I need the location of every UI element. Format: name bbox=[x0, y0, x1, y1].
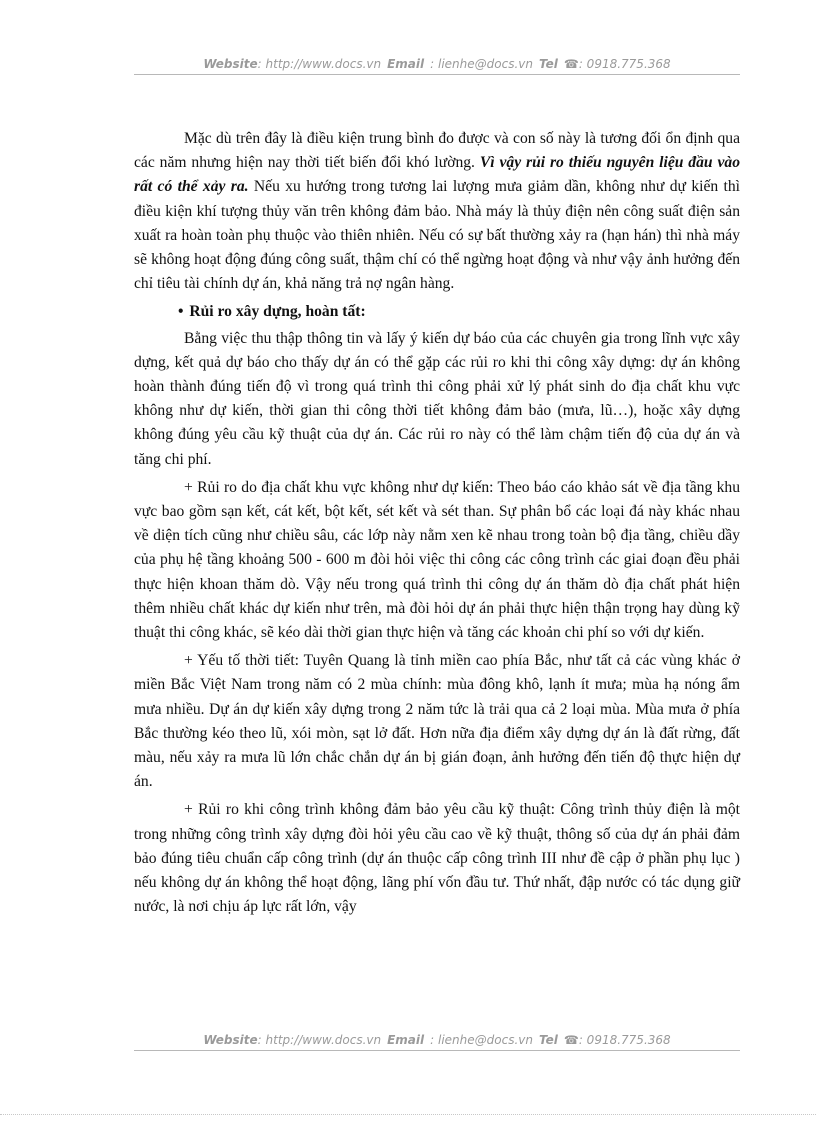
footer-website-url: : http://www.docs.vn bbox=[257, 1033, 382, 1047]
paragraph-1-emphasis: Vì vậy rủi ro thiếu nguyên liệu đầu vào rất có thể xảy ra. bbox=[134, 154, 740, 196]
header-divider bbox=[134, 74, 740, 75]
footer-tel-value: : 0918.775.368 bbox=[578, 1033, 671, 1047]
footer-email-label: Email bbox=[387, 1033, 425, 1047]
email-value: : lienhe@docs.vn bbox=[430, 57, 533, 71]
page-break-line bbox=[0, 1114, 816, 1115]
document-body bbox=[134, 127, 740, 924]
paragraph-3: + Rủi ro do địa chất khu vực không như dự kiến: Theo báo cáo khảo sát về địa tầng khu vực bao gồm sạn kết, cát kết, bột kết, sét kết và sét than. Sự phân bổ các loại đá này khác nhau về diện tích cũng như chiều sâu, các lớp này nằm xen kẽ nhau trong toàn bộ địa tầng, chiều dầy của phụ hệ tầng khoảng 500 - 600 m đòi hỏi việc thi công các công trình các giai đoạn đều phải thực hiện khoan thăm dò. Vậy nếu trong quá trình thi công dự án thăm dò địa chất phát hiện thêm nhiều chất khác dự kiến như trên, mà đòi hỏi dự án phải thực hiện thận trọng hay dùng kỹ thuật thi công khác, sẽ kéo dài thời gian thực hiện và tăng các khoản chi phí so với dự kiến. bbox=[134, 478, 740, 642]
paragraph-2: Bằng việc thu thập thông tin và lấy ý kiến dự báo của các chuyên gia trong lĩnh vực xây dựng, kết quả dự báo cho thấy dự án có thể gặp các rủi ro khi thi công xây dựng: dự án không hoàn thành đúng tiến độ vì trong quá trình thi công phải xử lý phát sinh do địa chất khu vực không như dự kiến, thời gian thi công thời tiết không đảm bảo (mưa, lũ…), hoặc xây dựng không đúng yêu cầu kỹ thuật của dự án. Các rủi ro này có thể làm chậm tiến độ của dự án và tăng chi phí. bbox=[134, 329, 740, 468]
paragraph-4: + Yếu tố thời tiết: Tuyên Quang là tỉnh miền cao phía Bắc, như tất cả các vùng khác ở miền Bắc Việt Nam trong năm có 2 mùa chính: mùa đông khô, lạnh ít mưa; mùa hạ nóng ẩm mưa nhiều. Dự án dự kiến xây dựng trong 2 năm tức là trải qua cả 2 loại mùa. Mùa mưa ở phía Bắc thường kéo theo lũ, xói mòn, sạt lở đất. Hơn nữa địa điểm xây dựng dự án là đất rừng, đất màu, nếu xảy ra mưa lũ lớn chắc chắn dự án bị gián đoạn, ảnh hưởng đến tiến độ thực hiện dự án. bbox=[134, 652, 740, 791]
section-heading-text: Rủi ro xây dựng, hoàn tất: bbox=[189, 303, 366, 321]
footer-website-label: Website bbox=[203, 1033, 258, 1047]
paragraph-5: + Rủi ro khi công trình không đảm bảo yêu cầu kỹ thuật: Công trình thủy điện là một trong những công trình xây dựng đòi hỏi yêu cầu cao về kỹ thuật, thông số của dự án phải đảm bảo đúng tiêu chuẩn cấp công trình (dự án thuộc cấp công trình III như đề cập ở phần phụ lục ) nếu không dự án không thể hoạt động, lãng phí vốn đầu tư. Thứ nhất, đập nước có tác dụng giữ nước, là nơi chịu áp lực rất lớn, vậy bbox=[134, 801, 740, 916]
footer-phone-icon: ☎ bbox=[563, 1033, 579, 1047]
paragraph-1 bbox=[134, 127, 740, 296]
page-header bbox=[134, 57, 740, 71]
website-url: : http://www.docs.vn bbox=[257, 57, 382, 71]
page-footer bbox=[134, 1033, 740, 1047]
footer-divider bbox=[134, 1050, 740, 1051]
tel-label: Tel bbox=[538, 57, 558, 71]
tel-value: : 0918.775.368 bbox=[578, 57, 671, 71]
email-label: Email bbox=[387, 57, 425, 71]
website-label: Website bbox=[203, 57, 258, 71]
bullet-icon: • bbox=[178, 303, 184, 321]
paragraph-1-text-a: Mặc dù trên đây là điều kiện trung bình đo được và con số này là tương đối ổn định qua các năm nhưng hiện nay thời tiết biến đổi khó lường. bbox=[134, 130, 740, 172]
phone-icon: ☎ bbox=[563, 57, 579, 71]
footer-email-value: : lienhe@docs.vn bbox=[430, 1033, 533, 1047]
section-heading-construction-risk bbox=[134, 300, 740, 324]
footer-tel-label: Tel bbox=[538, 1033, 558, 1047]
paragraph-1-text-b: Nếu xu hướng trong tương lai lượng mưa giảm dần, không như dự kiến thì điều kiện khí tượng thủy văn trên không đảm bảo. Nhà máy là thủy điện nên công suất điện sản xuất ra hoàn toàn phụ thuộc vào thiên nhiên. Nếu có sự bất thường xảy ra (hạn hán) thì nhà máy sẽ không hoạt động đúng công suất, thậm chí có thể ngừng hoạt động và như vậy ảnh hưởng đến chỉ tiêu tài chính dự án, khả năng trả nợ ngân hàng. bbox=[134, 178, 740, 293]
